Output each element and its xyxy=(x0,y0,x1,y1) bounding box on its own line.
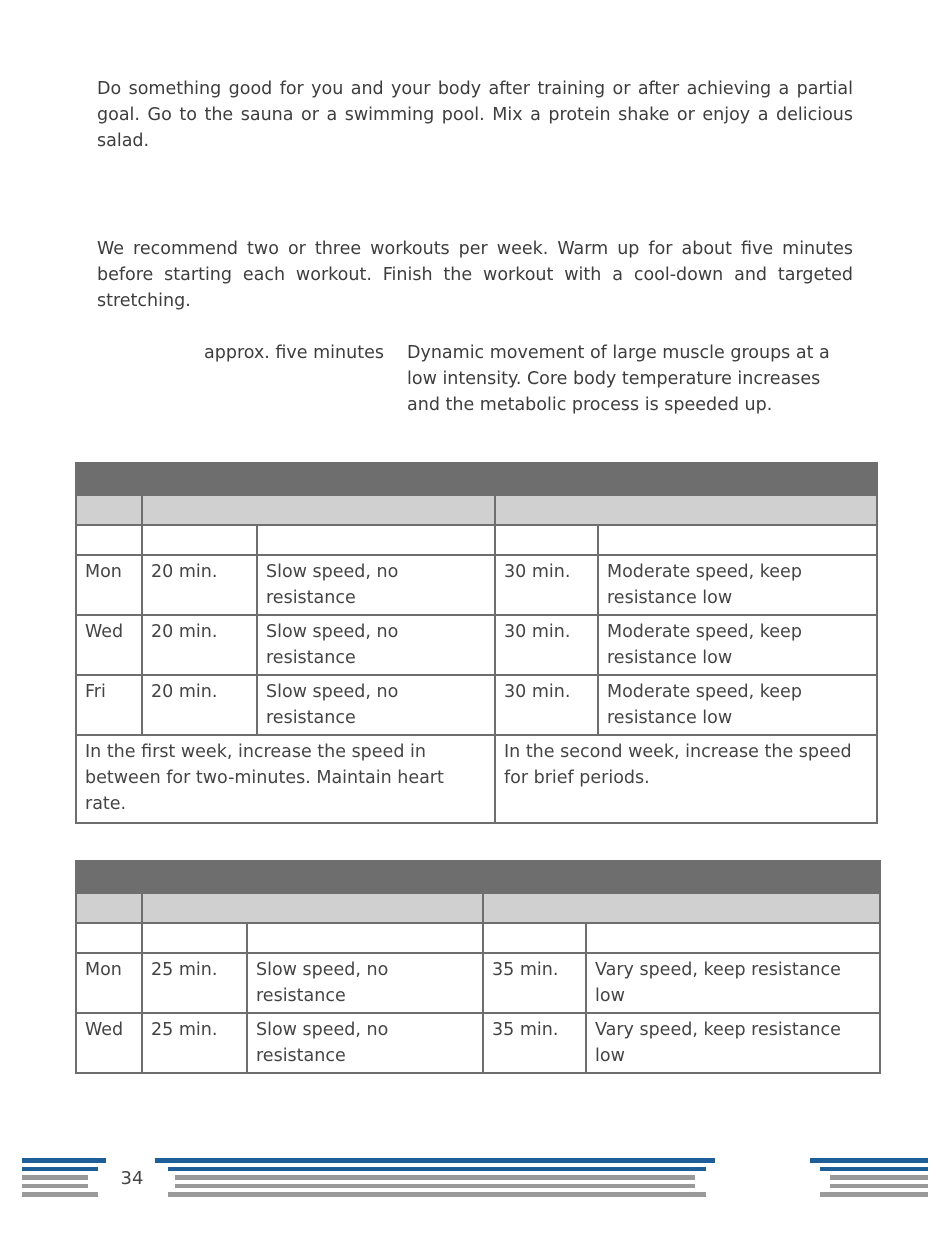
table-row xyxy=(76,953,880,1013)
duration-cell: 35 min. xyxy=(483,953,586,1013)
day-cell: Mon xyxy=(76,555,142,615)
table-row xyxy=(76,615,877,675)
header-cell xyxy=(76,861,880,893)
table-column-label-row xyxy=(76,923,880,953)
duration-cell: 30 min. xyxy=(495,615,598,675)
stripe xyxy=(830,1184,928,1188)
header-cell xyxy=(76,463,877,495)
subheader-cell xyxy=(76,495,142,525)
description-cell: Slow speed, no resistance xyxy=(257,615,495,675)
description-cell: Vary speed, keep resistance low xyxy=(586,953,880,1013)
day-cell: Fri xyxy=(76,675,142,735)
page-number: 34 xyxy=(120,1168,144,1189)
table-row xyxy=(76,1013,880,1073)
description-cell: Slow speed, no resistance xyxy=(257,675,495,735)
stripe xyxy=(168,1167,706,1171)
warmup-description: Dynamic movement of large muscle groups at a low intensity. Core body temperature increases and the metabolic process is speeded up. xyxy=(407,343,830,415)
duration-cell: 20 min. xyxy=(142,555,257,615)
day-cell: Wed xyxy=(76,615,142,675)
training-plan-week-3-4 xyxy=(75,860,881,1074)
stripe xyxy=(168,1192,706,1197)
column-label-cell xyxy=(247,923,483,953)
column-label-cell xyxy=(598,525,877,555)
table-header-bar xyxy=(76,463,877,495)
table-row xyxy=(76,675,877,735)
note-week-2: In the second week, increase the speed for brief periods. xyxy=(495,735,877,823)
duration-cell: 20 min. xyxy=(142,675,257,735)
column-label-cell xyxy=(483,923,586,953)
footer-stripes-left xyxy=(22,1158,106,1197)
note-week-1: In the first week, increase the speed in between for two-minutes. Maintain heart rate. xyxy=(76,735,495,823)
stripe xyxy=(830,1175,928,1180)
column-label-cell xyxy=(142,525,257,555)
stripe xyxy=(155,1158,715,1163)
duration-cell: 30 min. xyxy=(495,555,598,615)
description-cell: Slow speed, no resistance xyxy=(247,953,483,1013)
subheader-cell xyxy=(495,495,877,525)
column-label-cell xyxy=(142,923,247,953)
table-note-row xyxy=(76,735,877,823)
stripe xyxy=(22,1184,88,1188)
subheader-cell xyxy=(76,893,142,923)
table-subheader-row xyxy=(76,893,880,923)
description-cell: Vary speed, keep resistance low xyxy=(586,1013,880,1073)
warmup-duration: approx. five minutes xyxy=(204,343,384,363)
footer-stripes-center xyxy=(155,1158,715,1197)
column-label-cell xyxy=(76,525,142,555)
table-header-bar xyxy=(76,861,880,893)
stripe xyxy=(820,1192,928,1197)
stripe xyxy=(175,1184,695,1188)
stripe xyxy=(22,1158,106,1163)
subheader-cell xyxy=(483,893,880,923)
column-label-cell xyxy=(257,525,495,555)
description-cell: Moderate speed, keep resistance low xyxy=(598,555,877,615)
stripe xyxy=(810,1158,928,1163)
stripe xyxy=(820,1167,928,1171)
stripe xyxy=(175,1175,695,1180)
description-cell: Slow speed, no resistance xyxy=(257,555,495,615)
table-subheader-row xyxy=(76,495,877,525)
description-cell: Moderate speed, keep resistance low xyxy=(598,675,877,735)
day-cell: Wed xyxy=(76,1013,142,1073)
table-column-label-row xyxy=(76,525,877,555)
subheader-cell xyxy=(142,495,495,525)
duration-cell: 25 min. xyxy=(142,953,247,1013)
description-cell: Slow speed, no resistance xyxy=(247,1013,483,1073)
description-cell: Moderate speed, keep resistance low xyxy=(598,615,877,675)
intro-paragraph-reward: Do something good for you and your body after training or after achieving a partial goal. Go to the sauna or a swimming pool. Mix a protein shake or enjoy a delicious salad. xyxy=(97,79,853,151)
stripe xyxy=(22,1175,88,1180)
duration-cell: 25 min. xyxy=(142,1013,247,1073)
duration-cell: 30 min. xyxy=(495,675,598,735)
column-label-cell xyxy=(76,923,142,953)
table-row xyxy=(76,555,877,615)
column-label-cell xyxy=(495,525,598,555)
stripe xyxy=(22,1167,98,1171)
stripe xyxy=(22,1192,98,1197)
column-label-cell xyxy=(586,923,880,953)
day-cell: Mon xyxy=(76,953,142,1013)
duration-cell: 35 min. xyxy=(483,1013,586,1073)
duration-cell: 20 min. xyxy=(142,615,257,675)
intro-paragraph-workouts: We recommend two or three workouts per week. Warm up for about five minutes before starting each workout. Finish the workout with a cool-down and targeted stretching. xyxy=(97,239,853,311)
training-plan-week-1-2 xyxy=(75,462,878,824)
footer-stripes-right xyxy=(810,1158,928,1197)
subheader-cell xyxy=(142,893,483,923)
